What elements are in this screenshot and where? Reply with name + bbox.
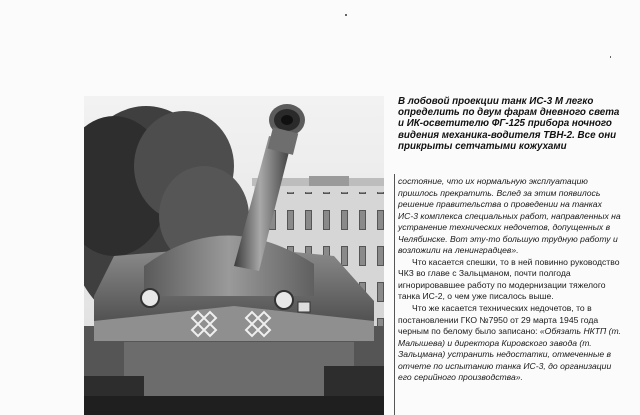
quote-text: «Обязать НКТП (т. Малышева) и директора Кировского завода (т. Зальцмана) устранить недостатки, отмеченные в отчете по испытанию танка ИС-3, до организации его серийного производства».	[398, 326, 621, 383]
paragraph	[398, 303, 624, 384]
tank-photo	[84, 96, 384, 415]
scan-speck	[610, 56, 611, 58]
paragraph-text: Что же касается технических недочетов, то в постановлении ГКО №7950 от 29 марта 1945 года черным по белому было записано:	[398, 303, 599, 337]
paragraph: Что касается спешки, то в ней повинно руководство ЧКЗ во главе с Зальцманом, почти полгода игнорировавшее работу по модернизации тяжелого танка ИС-2, о чем уже писалось выше.	[398, 256, 620, 302]
photo-caption: В лобовой проекции танк ИС-3 М легко определить по двум фарам дневного света и ИК-осветителю ФГ-125 прибора ночного видения механика-водителя ТВН-2. Все они прикрыты сетчатыми кожухами	[398, 96, 620, 152]
article-body	[398, 176, 624, 384]
paragraph: состояние, что их нормальную эксплуатацию пришлось прекратить. Вслед за этим появилось решение правительства о проведении на танках ИС-3 комплекса специальных работ, направленных на устранение технических недочетов, допущенных в Челябинске. Вот эту-то большую трудную работу и возложили на ленинградцев».	[398, 176, 621, 256]
column-rule	[394, 174, 395, 415]
scan-speck	[345, 14, 347, 16]
